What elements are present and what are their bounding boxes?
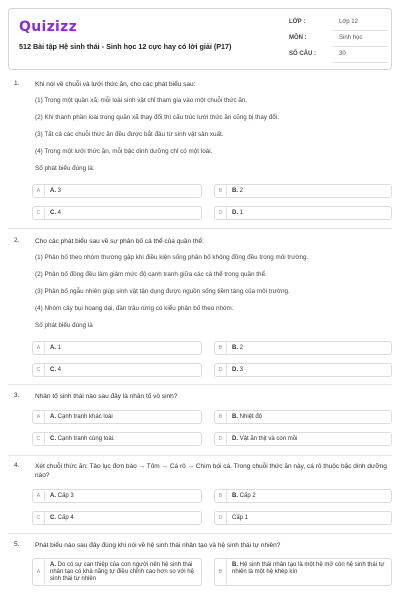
question-text: Nhân tố sinh thái nào sau đây là nhân tố vô sinh?	[35, 393, 178, 400]
question-text: Phát biểu nào sau đây đúng khi nói về hệ sinh thái nhân tạo và hệ sinh thái tự nhiên?	[35, 542, 281, 549]
option-key: C.	[50, 210, 56, 216]
question-text: Xét chuỗi thức ăn: Tảo lục đơn bào → Tôm → Cá rô → Chim bói cá. Trong chuỗi thức ăn này, cá rô thuộc bậc dinh dưỡng nào?	[35, 463, 387, 479]
option-key: B.	[232, 493, 238, 499]
option-label: Cấp 3	[57, 493, 74, 499]
option-key: C.	[50, 515, 56, 521]
question-number: 4.	[14, 462, 20, 469]
option-letter: B	[215, 411, 227, 423]
option-key: A.	[50, 493, 56, 499]
meta-value: Lớp 12	[339, 19, 358, 25]
option-d[interactable]	[214, 432, 392, 446]
option-key: B.	[232, 562, 238, 568]
option-d[interactable]	[214, 206, 392, 220]
option-letter: A	[33, 411, 45, 423]
option-label: 4	[57, 210, 62, 216]
divider	[8, 228, 392, 229]
option-key: A.	[50, 562, 56, 568]
option-letter: B	[215, 185, 227, 197]
question-number: 1.	[14, 80, 20, 87]
option-label: 3	[57, 188, 62, 194]
option-letter: C	[33, 207, 45, 219]
option-b[interactable]	[214, 410, 392, 424]
option-c[interactable]	[32, 363, 202, 377]
meta-label: MÔN :	[289, 35, 307, 41]
option-label: Nhiệt độ	[239, 414, 263, 420]
worksheet-title: 512 Bài tập Hệ sinh thái - Sinh học 12 cực hay có lời giải (P17)	[19, 42, 232, 51]
option-b[interactable]	[214, 489, 392, 503]
option-b[interactable]	[214, 341, 392, 355]
statement: (2) Khi thành phần loài trong quần xã thay đổi thì cấu trúc lưới thức ăn cũng bị thay đổi.	[35, 114, 279, 121]
quizizz-logo[interactable]: Quizizz	[19, 19, 78, 35]
divider	[8, 384, 392, 385]
statement: (1) Phân bố theo nhóm thường gặp khi điều kiện sống phân bố không đồng đều trong môi trường.	[35, 254, 309, 261]
statement: (2) Phân bố đồng đều làm giảm mức độ cạnh tranh giữa các cá thể trong quần thể.	[35, 271, 267, 278]
option-label: Cấp 4	[57, 515, 74, 521]
option-label: 4	[57, 367, 62, 373]
question-number: 5.	[14, 541, 20, 548]
divider	[8, 533, 392, 534]
option-d[interactable]	[214, 511, 392, 525]
divider	[8, 455, 392, 456]
worksheet-header	[8, 8, 392, 70]
option-a[interactable]	[32, 341, 202, 355]
statement: (4) Nhóm cây bụi hoang dại, đàn trâu rừng có kiểu phân bố theo nhóm.	[35, 305, 234, 312]
option-letter: A	[33, 559, 45, 585]
meta-subject	[289, 33, 387, 47]
option-letter: B	[215, 559, 227, 585]
meta-value: 30	[339, 51, 346, 57]
option-label: Hệ sinh thái nhân tạo là một hệ mở còn hệ sinh thái tự nhiên là một hệ khép kín	[232, 562, 385, 575]
option-key: B.	[232, 414, 238, 420]
option-letter: D	[215, 433, 227, 445]
option-a[interactable]	[32, 489, 202, 503]
statement: (4) Trong một lưới thức ăn, mỗi bậc dinh dưỡng chỉ có một loài.	[35, 148, 213, 155]
option-key: B.	[232, 345, 238, 351]
option-letter: B	[215, 490, 227, 502]
option-b[interactable]	[214, 184, 392, 198]
option-key: A.	[50, 414, 56, 420]
option-c[interactable]	[32, 511, 202, 525]
meta-grade	[289, 17, 387, 31]
statement: (1) Trong một quần xã, mỗi loài sinh vật chỉ tham gia vào một chuỗi thức ăn.	[35, 97, 248, 104]
option-label: 3	[239, 367, 244, 373]
option-key: D.	[232, 367, 238, 373]
option-label: 1	[239, 210, 244, 216]
meta-value: Sinh học	[339, 35, 363, 41]
option-label: 2	[239, 345, 244, 351]
option-key: B.	[232, 188, 238, 194]
option-label: Cạnh tranh khác loài	[57, 414, 113, 420]
option-c[interactable]	[32, 432, 202, 446]
option-letter: A	[33, 342, 45, 354]
option-label: 1	[57, 345, 62, 351]
question-text: Khi nói về chuỗi và lưới thức ăn, cho các phát biểu sau:	[35, 81, 196, 88]
option-letter: C	[33, 364, 45, 376]
option-letter: D	[215, 364, 227, 376]
question-text: Cho các phát biểu sau về sự phân bố cá thể của quần thể:	[35, 238, 204, 245]
option-c[interactable]	[32, 206, 202, 220]
question-number: 2.	[14, 237, 20, 244]
option-d[interactable]	[214, 363, 392, 377]
statement-prompt: Số phát biểu đúng là:	[35, 165, 95, 172]
option-letter: D	[215, 512, 227, 524]
option-label: Do có sự can thiệp của con người nên hệ sinh thái nhân tạo có khả năng tự điều chỉnh cao hơn so với hệ sinh thái tự nhiên	[50, 562, 194, 582]
option-key: C.	[50, 436, 56, 442]
option-label: Cạnh tranh cùng loài.	[57, 436, 115, 442]
option-label: Vật ăn thịt và con mồi	[239, 436, 298, 442]
statement: (3) Tất cả các chuỗi thức ăn đều được bắt đầu từ sinh vật sản xuất.	[35, 131, 224, 138]
meta-question-count	[289, 49, 387, 63]
meta-label: LỚP :	[289, 19, 306, 25]
option-letter: D	[215, 207, 227, 219]
option-letter: C	[33, 433, 45, 445]
option-key: A.	[50, 188, 56, 194]
option-key: D.	[232, 210, 238, 216]
option-label: Cấp 1	[232, 515, 249, 521]
option-a[interactable]	[32, 184, 202, 198]
option-letter: A	[33, 490, 45, 502]
meta-label: SỐ CÂU :	[289, 51, 316, 57]
option-a[interactable]	[32, 410, 202, 424]
option-key: A.	[50, 345, 56, 351]
option-label: Cấp 2	[239, 493, 256, 499]
option-label: 2	[239, 188, 244, 194]
option-letter: A	[33, 185, 45, 197]
question-number: 3.	[14, 392, 20, 399]
option-a[interactable]	[32, 558, 202, 586]
option-key: C.	[50, 367, 56, 373]
statement: (3) Phân bố ngẫu nhiên giúp sinh vật tận dụng được nguồn sống tiềm tàng của môi trường.	[35, 288, 290, 295]
statement-prompt: Số phát biểu đúng là	[35, 322, 93, 329]
option-b[interactable]	[214, 558, 392, 586]
option-letter: B	[215, 342, 227, 354]
option-key: D.	[232, 436, 238, 442]
option-letter: C	[33, 512, 45, 524]
